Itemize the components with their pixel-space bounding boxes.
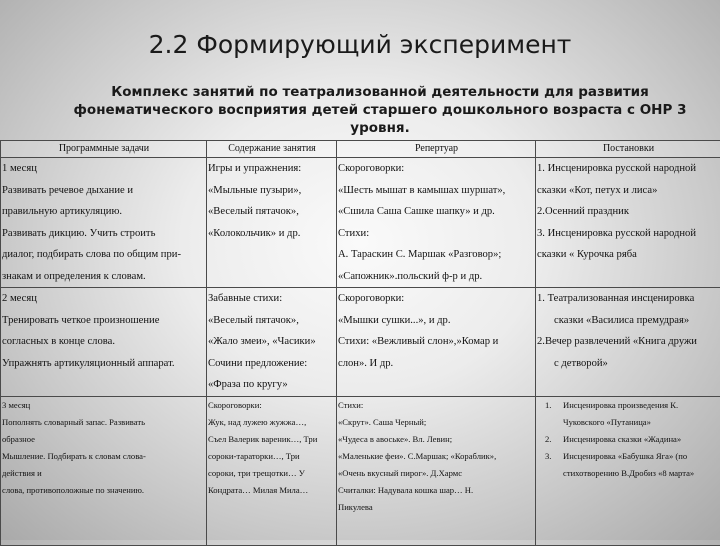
header-content: Содержание занятия — [207, 141, 337, 158]
header-repertoire: Репертуар — [337, 141, 536, 158]
cell-line: Кондрата… Милая Мила… — [208, 482, 336, 499]
cell-line: 2.Осенний праздник — [537, 201, 720, 223]
item-number: 3. — [541, 448, 563, 465]
cell-line: Пополнять словарный запас. Развивать — [2, 414, 206, 431]
cell-content — [207, 288, 337, 397]
cell-line: Скороговорки: — [338, 288, 535, 310]
cell-line: Скороговорки: — [338, 158, 535, 180]
cell-line: слон». И др. — [338, 353, 535, 375]
cell-line: Стихи: — [338, 223, 535, 245]
cell-line: правильную артикуляцию. — [2, 201, 206, 223]
cell-line: стихотворению В.Дробиз «8 марта» — [537, 465, 720, 482]
cell-line: Мышление. Подбирать к словам слова- — [2, 448, 206, 465]
cell-line: Инсценировка «Бабушка Яга» (по — [563, 451, 687, 461]
cell-line: 3. Инсценировка русской народной — [537, 223, 720, 245]
numbered-item — [537, 397, 720, 414]
cell-plays — [536, 288, 720, 397]
caption-line: Комплекс занятий по театрализованной деятельности для развития — [60, 83, 700, 101]
cell-line: «Скрут». Саша Черный; — [338, 414, 535, 431]
cell-line: «Колокольчик» и др. — [208, 223, 336, 245]
cell-line: 2 месяц — [2, 288, 206, 310]
cell-repertoire — [337, 396, 536, 545]
cell-line: «Жало змеи», «Часики» — [208, 331, 336, 353]
cell-line: Игры и упражнения: — [208, 158, 336, 180]
cell-line: сороки-тараторки…, Три — [208, 448, 336, 465]
cell-line: Жук, над лужею жужжа…, — [208, 414, 336, 431]
caption-line: уровня. — [60, 119, 700, 137]
cell-plays — [536, 396, 720, 545]
cell-line: слова, противоположные по значению. — [2, 482, 206, 499]
table-row — [1, 396, 720, 545]
cell-line: диалог, подбирать слова по общим при- — [2, 244, 206, 266]
cell-line: Сочини предложение: — [208, 353, 336, 375]
cell-line: образное — [2, 431, 206, 448]
cell-line: Инсценировка произведения К. — [563, 400, 678, 410]
cell-line: «Чудеса в авоське». Вл. Левин; — [338, 431, 535, 448]
cell-line: Развивать речевое дыхание и — [2, 180, 206, 202]
cell-line: Развивать дикцию. Учить строить — [2, 223, 206, 245]
cell-line: «Сапожник».польский ф-р и др. — [338, 266, 535, 288]
cell-line: Пикулева — [338, 499, 535, 516]
cell-line: Инсценировка сказки «Жадина» — [563, 434, 681, 444]
cell-line: 1 месяц — [2, 158, 206, 180]
cell-line: 1. Инсценировка русской народной — [537, 158, 720, 180]
item-number: 2. — [541, 431, 563, 448]
cell-line: 1. Театрализованная инсценировка — [537, 288, 720, 310]
cell-line: сороки, три трещотки… У — [208, 465, 336, 482]
cell-line: А. Тараскин С. Маршак «Разговор»; — [338, 244, 535, 266]
cell-line: «Мыльные пузыри», — [208, 180, 336, 202]
cell-content — [207, 396, 337, 545]
cell-line: «Мышки сушки...», и др. — [338, 310, 535, 332]
cell-line: «Очень вкусный пирог». Д.Хармс — [338, 465, 535, 482]
cell-line: «Веселый пятачок», — [208, 310, 336, 332]
table-caption — [60, 83, 700, 137]
numbered-item — [537, 448, 720, 465]
cell-line: Стихи: «Вежливый слон»,»Комар и — [338, 331, 535, 353]
cell-tasks — [1, 396, 207, 545]
cell-line: Съел Валерик вареник…, Три — [208, 431, 336, 448]
cell-line: 3 месяц — [2, 397, 206, 414]
table-header-row — [1, 141, 720, 158]
cell-line: с детворой» — [537, 353, 720, 375]
cell-plays — [536, 158, 720, 288]
caption-line: фонематического восприятия детей старшего дошкольного возраста с ОНР 3 — [60, 101, 700, 119]
cell-line: Считалки: Надувала кошка шар… Н. — [338, 482, 535, 499]
cell-line: сказки «Василиса премудрая» — [537, 310, 720, 332]
cell-line: Скороговорки: — [208, 397, 336, 414]
cell-line: «Шесть мышат в камышах шуршат», — [338, 180, 535, 202]
table-row — [1, 158, 720, 288]
table-row — [1, 288, 720, 397]
cell-line: знакам и определения к словам. — [2, 266, 206, 288]
numbered-item — [537, 431, 720, 448]
cell-repertoire — [337, 288, 536, 397]
lessons-table — [0, 140, 720, 546]
cell-line: «Фраза по кругу» — [208, 374, 336, 396]
cell-line: согласных в конце слова. — [2, 331, 206, 353]
cell-line: «Сшила Саша Сашке шапку» и др. — [338, 201, 535, 223]
cell-content — [207, 158, 337, 288]
cell-line: действия и — [2, 465, 206, 482]
slide-title: 2.2 Формирующий эксперимент — [0, 30, 720, 59]
item-number: 1. — [541, 397, 563, 414]
cell-line: Забавные стихи: — [208, 288, 336, 310]
cell-line: Тренировать четкое произношение — [2, 310, 206, 332]
cell-line: 2.Вечер развлечений «Книга дружи — [537, 331, 720, 353]
cell-line: Чуковского «Путаница» — [537, 414, 720, 431]
cell-tasks — [1, 288, 207, 397]
cell-line: сказки « Курочка ряба — [537, 244, 720, 266]
cell-line: сказки «Кот, петух и лиса» — [537, 180, 720, 202]
header-plays: Постановки — [536, 141, 720, 158]
cell-tasks — [1, 158, 207, 288]
header-tasks: Программные задачи — [1, 141, 207, 158]
cell-line: Упражнять артикуляционный аппарат. — [2, 353, 206, 375]
cell-line: «Веселый пятачок», — [208, 201, 336, 223]
cell-line: Стихи: — [338, 397, 535, 414]
cell-repertoire — [337, 158, 536, 288]
cell-line: «Маленькие феи». С.Маршак; «Кораблик», — [338, 448, 535, 465]
